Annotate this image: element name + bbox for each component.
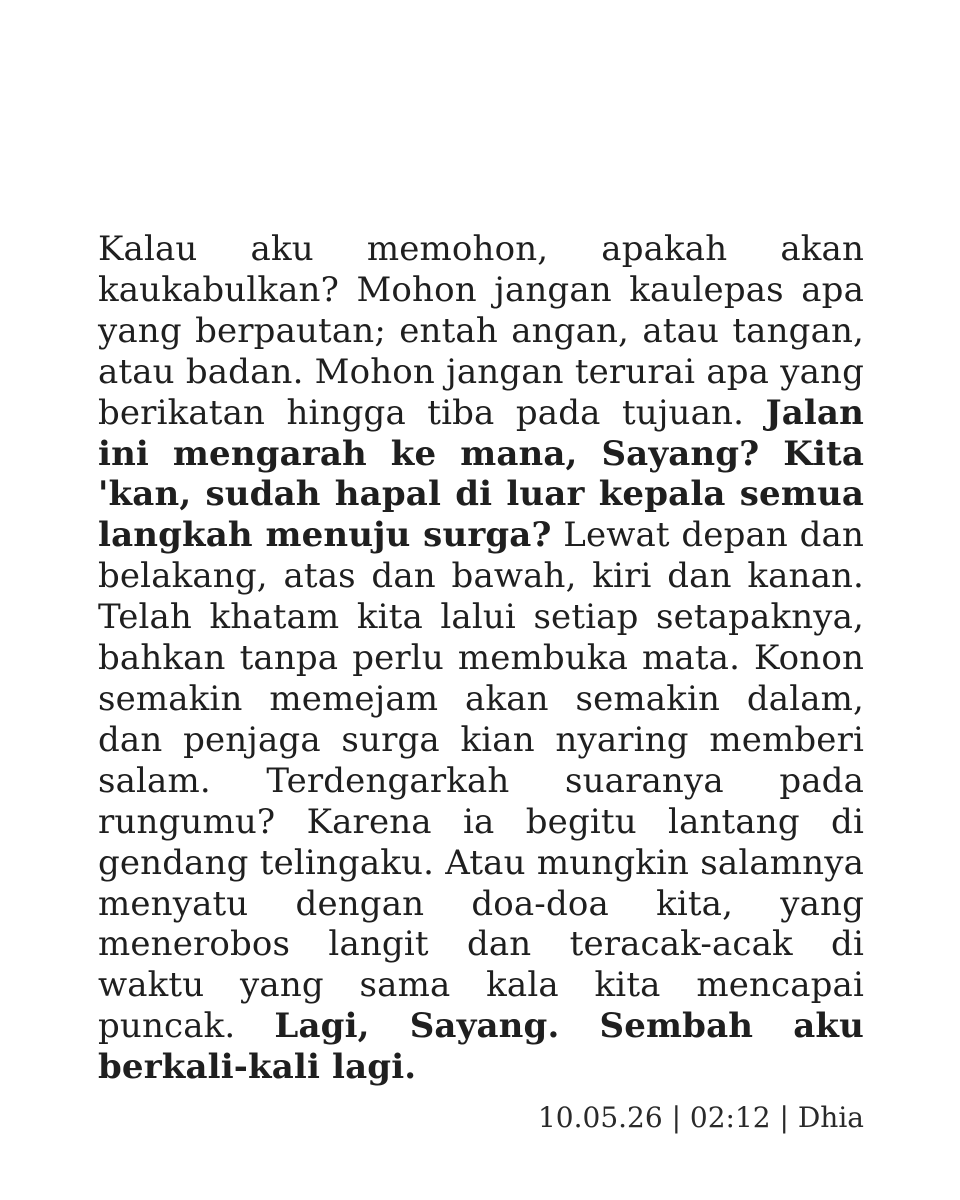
poem-segment: Lewat depan dan belakang, atas dan bawah, kiri dan kanan. Telah khatam kita lalui setiap setapaknya, bahkan tanpa perlu membuka mata. Konon semakin memejam akan semakin dalam, dan penjaga surga kian nyaring memberi salam. Terdengarkah suaranya pada rungumu? Karena ia begitu lantang di gendang telingaku. Atau mungkin salamnya menyatu dengan doa-doa kita, yang menerobos langit dan teracak-acak di waktu yang sama kala kita mencapai puncak. [98, 515, 864, 1047]
signature-time: 02:12 [689, 1101, 771, 1134]
poem-segment: Kalau aku memohon, apakah akan kaukabulkan? Mohon jangan kaulepas apa yang berpautan; entah angan, atau tangan, atau badan. Mohon jangan terurai apa yang berikatan hingga tiba pada tujuan. [98, 229, 864, 433]
signature-separator: | [779, 1101, 789, 1134]
signature-line [538, 1098, 864, 1138]
signature-date: 10.05.26 [537, 1101, 663, 1134]
signature-author: Dhia [797, 1101, 864, 1134]
poem-bold-segment: Jalan ini mengarah ke mana, Sayang? Kita 'kan, sudah hapal di luar kepala semua langkah menuju surga? [98, 392, 864, 556]
poem-text [98, 229, 864, 1088]
signature-separator: | [671, 1101, 681, 1134]
poem-closing-bold: Lagi, Sayang. Sembah aku berkali-kali lagi. [98, 1006, 864, 1088]
